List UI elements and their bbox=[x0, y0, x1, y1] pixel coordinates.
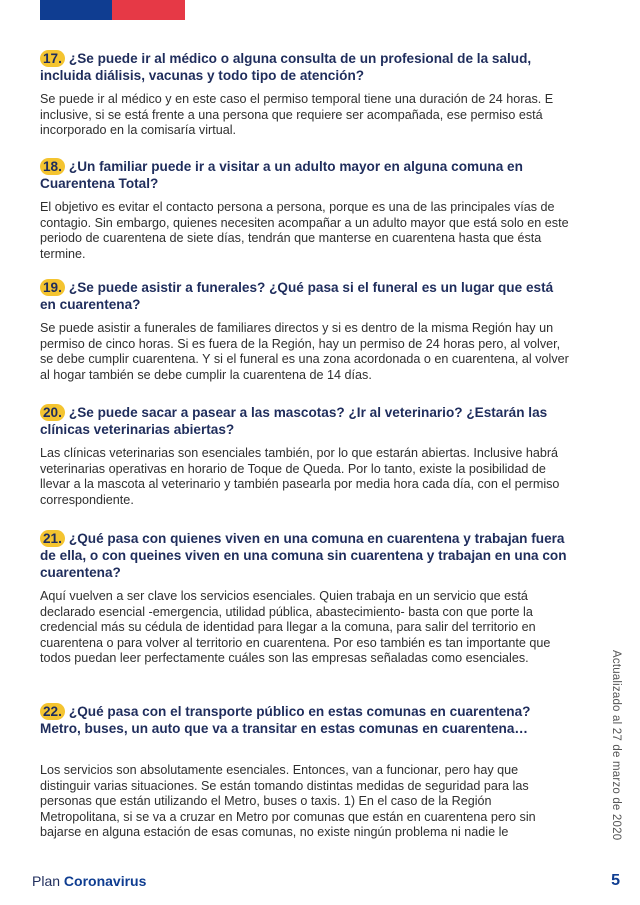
question-number-badge: 21. bbox=[40, 530, 65, 547]
faq-answer: El objetivo es evitar el contacto persona a persona, porque es una de las principales vías de contagio. Sin embargo, quienes necesiten acompañar a un adulto mayor que está solo en este periodo de cuarentena de siete días, tendrán que manterse en cuarentena hasta que ésta termine. bbox=[40, 200, 569, 261]
faq-answer: Aquí vuelven a ser clave los servicios esenciales. Quien trabaja en un servicio que está declarado esencial -emergencia, utilidad pública, abastecimiento- basta con que porte la credencial más su cédula de identidad para llegar a la comuna, para salir del territorio en cuarentena o para volver al territorio en cuarentena. Por eso también es tan importante que todos puedan leer perfectamente cuáles son las empresas señaladas como esenciales. bbox=[40, 589, 551, 666]
question-text: ¿Qué pasa con el transporte público en estas comunas en cuarentena? Metro, buses, un auto que va a transitar en estas comunas en cuarentena… bbox=[40, 704, 531, 736]
question-text: ¿Qué pasa con quienes viven en una comuna en cuarentena y trabajan fuera de ella, o con queines viven en una comuna sin cuarentena y trabajan en una con cuarentena? bbox=[40, 531, 567, 580]
question-text: ¿Un familiar puede ir a visitar a un adulto mayor en alguna comuna en Cuarentena Total? bbox=[40, 159, 523, 191]
brand-prefix: Plan bbox=[32, 873, 61, 889]
page-number: 5 bbox=[611, 872, 620, 889]
brand-name: Coronavirus bbox=[63, 873, 147, 889]
faq-question bbox=[40, 158, 570, 192]
question-text: ¿Se puede asistir a funerales? ¿Qué pasa si el funeral es un lugar que está en cuarentena? bbox=[40, 280, 554, 312]
question-number-badge: 17. bbox=[40, 50, 65, 67]
header-flag-blue bbox=[40, 0, 112, 20]
faq-answer: Se puede asistir a funerales de familiares directos y si es dentro de la misma Región hay un permiso de cinco horas. Si es fuera de la Región, hay un permiso de 24 horas pero, al volver, se debe cumplir cuarentena. Y si el funeral es una zona acordonada o en cuarentena, al volver al hogar también se debe cumplir la cuarentena de 14 días. bbox=[40, 321, 569, 382]
faq-item-19 bbox=[40, 279, 570, 383]
question-text: ¿Se puede sacar a pasear a las mascotas? ¿Ir al veterinario? ¿Estarán las clínicas veterinarias abiertas? bbox=[40, 405, 548, 437]
faq-question bbox=[40, 50, 570, 84]
question-text: ¿Se puede ir al médico o alguna consulta de un profesional de la salud, incluida diálisis, vacunas y todo tipo de atención? bbox=[40, 51, 532, 83]
faq-item-17 bbox=[40, 50, 570, 139]
faq-answer: Las clínicas veterinarias son esenciales también, por lo que estarán abiertas. Inclusive habrá veterinarias operativas en horario de Toque de Queda. Por lo tanto, existe la posibilidad de llevar a la mascota al veterinario y también pasearla por media hora cada día, con el permiso correspondiente. bbox=[40, 446, 560, 507]
faq-item-18 bbox=[40, 158, 570, 262]
faq-item-22 bbox=[40, 703, 570, 841]
footer-brand bbox=[32, 873, 146, 889]
faq-item-21 bbox=[40, 530, 570, 667]
faq-item-20 bbox=[40, 404, 570, 508]
header-flag-red bbox=[112, 0, 185, 20]
faq-question bbox=[40, 530, 570, 581]
question-number-badge: 20. bbox=[40, 404, 65, 421]
updated-date-note: Actualizado al 27 de marzo de 2020 bbox=[610, 650, 622, 841]
question-number-badge: 18. bbox=[40, 158, 65, 175]
question-number-badge: 19. bbox=[40, 279, 65, 296]
faq-question bbox=[40, 279, 570, 313]
faq-question bbox=[40, 703, 570, 737]
faq-answer: Los servicios son absolutamente esenciales. Entonces, van a funcionar, pero hay que distinguir varias situaciones. Se están tomando distintas medidas de seguridad para las personas que están utilizando el Metro, buses o taxis. 1) En el caso de la Región Metropolitana, si se va a cruzar en Metro por comunas que están en cuarentena pero sin bajarse en alguna estación de esas comunas, no existe ningún problema ni nadie le bbox=[40, 763, 536, 840]
question-number-badge: 22. bbox=[40, 703, 65, 720]
faq-answer: Se puede ir al médico y en este caso el permiso temporal tiene una duración de 24 horas. E inclusive, si se está frente a una persona que requiere ser acompañada, ese permiso está incorporado en la comisaría virtual. bbox=[40, 92, 554, 138]
faq-question bbox=[40, 404, 570, 438]
